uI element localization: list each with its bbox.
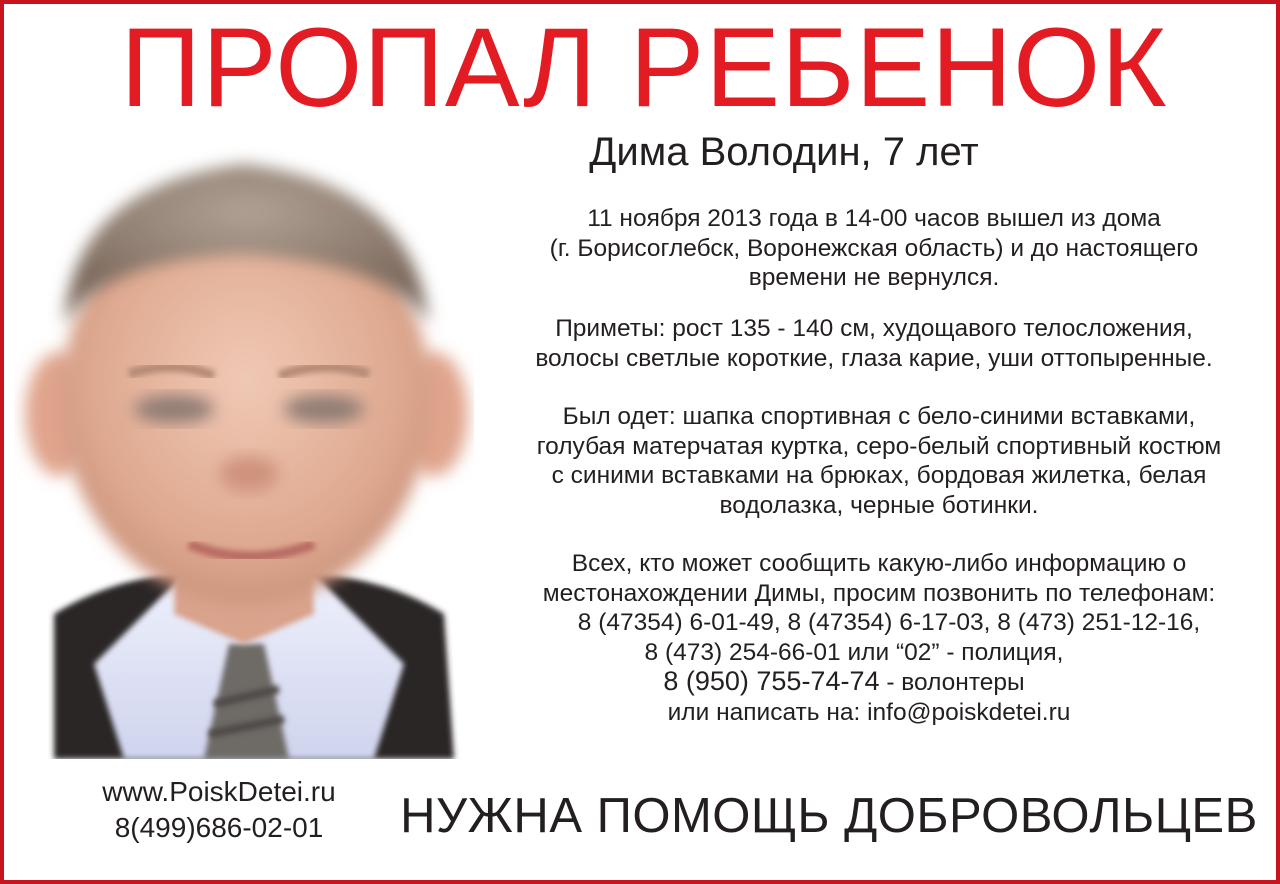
child-photo <box>14 144 474 759</box>
volunteers-needed-banner: НУЖНА ПОМОЩЬ ДОБРОВОЛЬЦЕВ <box>400 789 1258 843</box>
text-line: времени не вернулся. <box>748 264 1000 291</box>
text-line: Всех, кто может сообщить какую-либо информацию о <box>571 550 1187 577</box>
contact-text <box>484 549 1274 727</box>
website-url: www.PoiskDetei.ru <box>102 776 336 807</box>
text-line: с синими вставками на брюках, бордовая жилетка, белая <box>551 462 1207 489</box>
volunteer-label: - волонтеры <box>886 669 1025 696</box>
text-line: 11 ноября 2013 года в 14-00 часов вышел из дома <box>587 205 1161 232</box>
clothing-text <box>484 402 1274 520</box>
text-line: голубая матерчатая куртка, серо-белый спортивный костюм <box>536 432 1222 460</box>
disappearance-text <box>494 204 1254 293</box>
text-line: Приметы: рост 135 - 140 см, худощавого телосложения, <box>555 315 1193 342</box>
volunteer-phone: 8 (950) 755-74-74 <box>663 666 880 696</box>
child-name: Дима Володин, 7 лет <box>589 130 979 174</box>
poster-title: ПРОПАЛ РЕБЕНОК <box>120 5 1168 130</box>
website-block <box>64 774 374 846</box>
text-line: местонахождении Димы, просим позвонить по телефонам: <box>542 579 1216 607</box>
text-line: Был одет: шапка спортивная с бело-синими вставками, <box>562 403 1196 430</box>
volunteer-line <box>484 667 1274 698</box>
text-line: (г. Борисоглебск, Воронежская область) и до настоящего <box>549 234 1199 262</box>
description-text <box>484 314 1264 373</box>
hotline-number: 8(499)686-02-01 <box>114 812 324 843</box>
text-line: 8 (473) 254-66-01 или “02” - полиция, <box>644 638 1064 666</box>
text-line: 8 (47354) 6-01-49, 8 (47354) 6-17-03, 8 (473) 251-12-16, <box>577 609 1201 636</box>
email-line: или написать на: info@poiskdetei.ru <box>667 698 1071 726</box>
text-line: волосы светлые короткие, глаза карие, уши оттопыренные. <box>535 344 1213 372</box>
text-line: водолазка, черные ботинки. <box>719 491 1039 519</box>
